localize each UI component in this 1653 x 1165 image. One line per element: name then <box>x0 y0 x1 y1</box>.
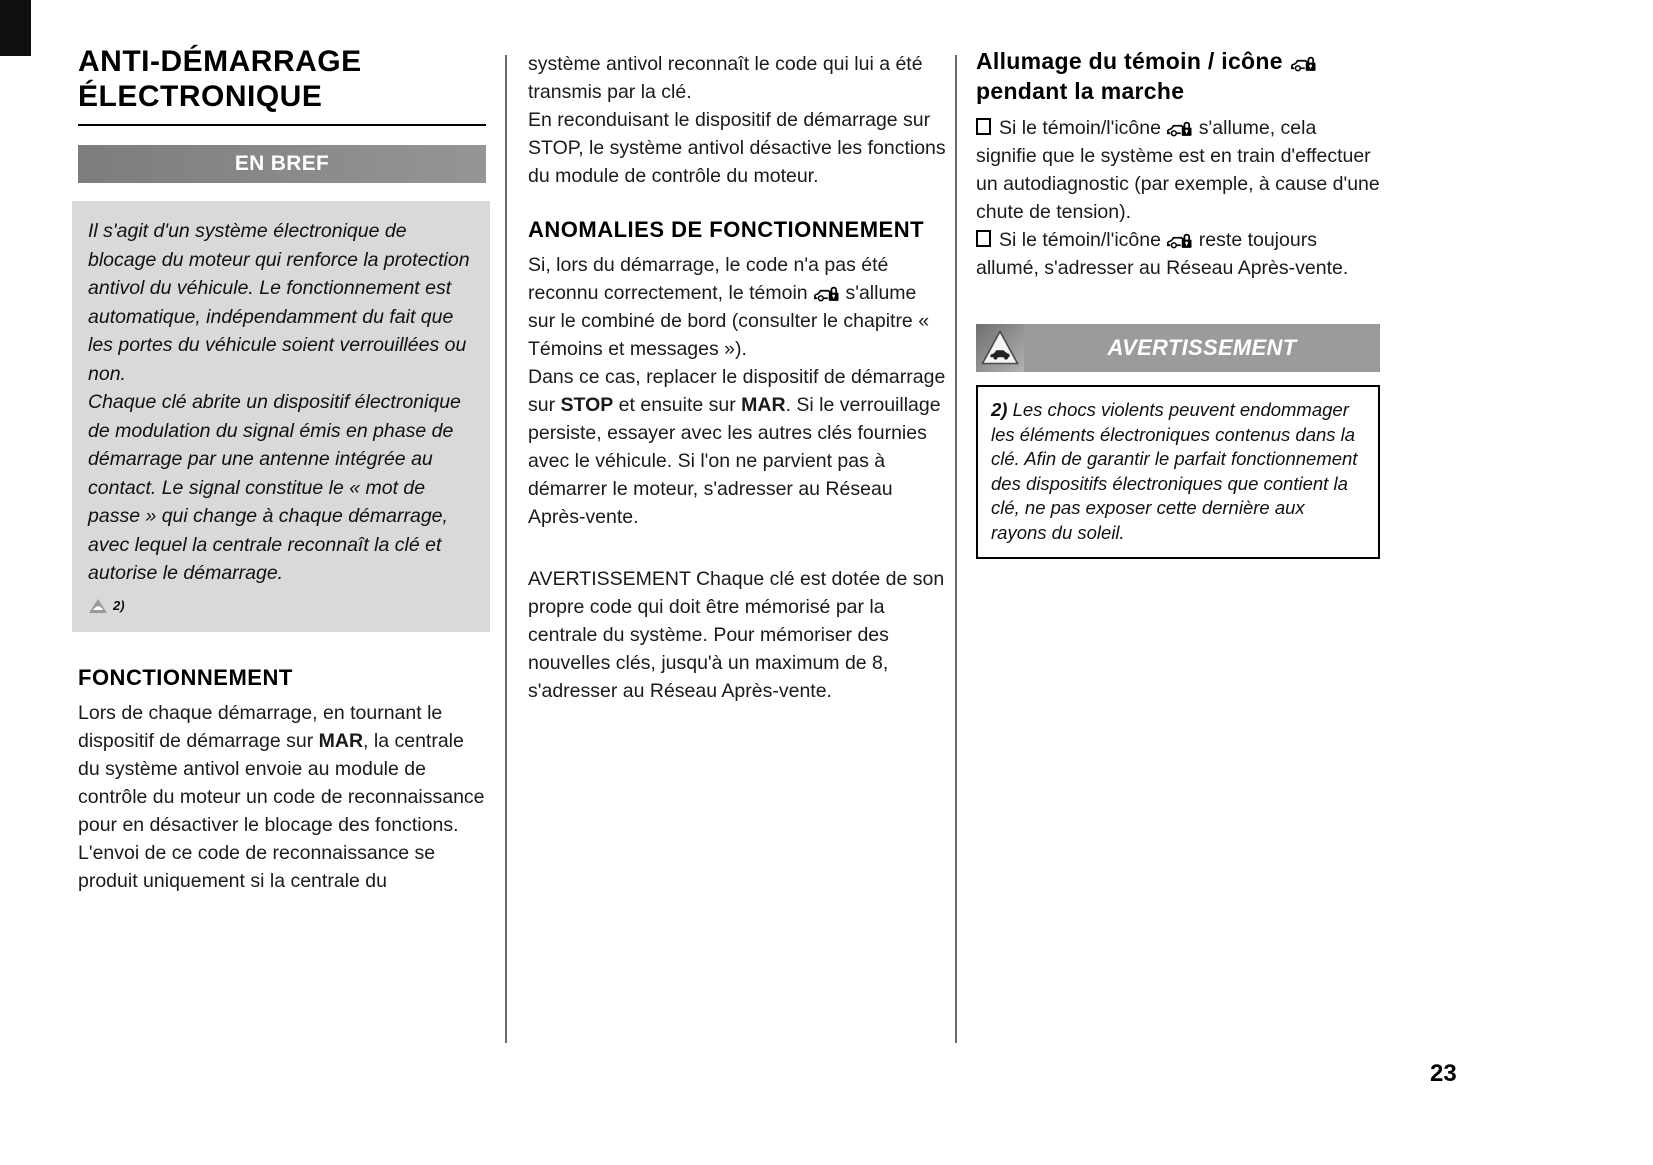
warning-triangle-icon <box>976 324 1024 372</box>
page-title <box>78 40 486 126</box>
fonctionnement-paragraph-1 <box>78 699 486 839</box>
warning-header-label: AVERTISSEMENT <box>1024 324 1380 372</box>
column-divider-2 <box>955 55 957 1043</box>
note-reference-label: 2) <box>113 597 125 613</box>
section-heading-anomalies: ANOMALIES DE FONCTIONNEMENT <box>528 217 925 242</box>
text-segment: Dans ce cas, replacer le dispositif de démarrage sur <box>528 366 946 416</box>
keyword-mar: MAR <box>741 394 786 416</box>
keyword-mar: MAR <box>318 730 364 752</box>
text-segment: s'allume sur le combiné de bord (consulter le chapitre « Témoins et messages »). <box>528 282 930 360</box>
column-right <box>976 46 1380 559</box>
warning-note-number: 2) <box>991 399 1008 420</box>
warning-body-box <box>976 385 1380 559</box>
text-segment: Si le témoin/l'icône <box>999 117 1167 139</box>
text-segment: s'allume, cela signifie que le système est en train d'effectuer un autodiagnostic (par exemple, à cause d'une chute de tension). <box>976 117 1380 223</box>
page-title-line-2: ÉLECTRONIQUE <box>78 80 323 113</box>
section-heading-fonctionnement: FONCTIONNEMENT <box>78 665 293 690</box>
text-segment: Si le témoin/l'icône <box>999 229 1167 251</box>
continuation-paragraph-2: En reconduisant le dispositif de démarrage sur STOP, le système antivol désactive les fonctions du module de contrôle du moteur. <box>528 109 946 187</box>
note-warning-icon <box>88 598 108 614</box>
immobilizer-code-icon <box>1166 118 1193 138</box>
page-title-line-1: ANTI-DÉMARRAGE <box>78 45 362 78</box>
intro-paragraph-1: Il s'agit d'un système électronique de blocage du moteur qui renforce la protection antivol du véhicule. Le fonctionnement est automatique, indépendamment du fait que les portes du véhicule soient verrouillées ou non. <box>88 220 470 385</box>
warning-header <box>976 324 1380 372</box>
intro-paragraph-2: Chaque clé abrite un dispositif électronique de modulation du signal émis en phase de démarrage par une antenne intégrée au contact. Le signal constitue le « mot de passe » qui change à chaque démarrage, avec lequel la centrale reconnaît la clé et autorise le démarrage. <box>88 391 461 584</box>
text-segment: Si, lors du démarrage, le code n'a pas été reconnu correctement, le témoin <box>528 254 889 304</box>
anomalies-paragraph-2 <box>528 363 946 531</box>
text-segment: pendant la marche <box>976 78 1185 104</box>
text-segment: . Si le verrouillage persiste, essayer avec les autres clés fournies avec le véhicule. Si l'on ne parvient pas à démarrer le moteur, s'adresser au Réseau Après-vente. <box>528 394 941 528</box>
anomalies-paragraph-1 <box>528 251 946 363</box>
bullet-item-2 <box>976 226 1380 282</box>
continuation-paragraph-1: système antivol reconnaît le code qui lui a été transmis par la clé. <box>528 53 923 103</box>
intro-summary-box <box>72 201 490 632</box>
square-bullet-icon <box>976 118 991 135</box>
immobilizer-code-icon <box>813 283 840 303</box>
col3-heading <box>976 46 1380 106</box>
note-reference <box>88 592 476 621</box>
immobilizer-code-icon <box>1290 53 1317 73</box>
avertissement-paragraph: AVERTISSEMENT Chaque clé est dotée de son propre code qui doit être mémorisé par la centrale du système. Pour mémoriser des nouvelles clés, jusqu'à un maximum de 8, s'adresser au Réseau Après-vente. <box>528 568 945 702</box>
text-segment: Les chocs violents peuvent endommager les éléments électroniques contenus dans la clé. Afin de garantir le parfait fonctionnement des dispositifs électroniques que contient la clé, ne pas exposer cette dernière aux rayons du soleil. <box>991 399 1358 543</box>
page-number: 23 <box>1430 1060 1457 1087</box>
bullet-item-1 <box>976 114 1380 226</box>
fonctionnement-paragraph-2: L'envoi de ce code de reconnaissance se produit uniquement si la centrale du <box>78 842 436 892</box>
column-middle <box>528 50 946 705</box>
chapter-tab-marker <box>0 0 31 56</box>
column-left <box>78 40 486 895</box>
keyword-stop: STOP <box>560 394 614 416</box>
text-segment: , la centrale du système antivol envoie au module de contrôle du moteur un code de reconnaissance pour en désactiver le blocage des fonctions. <box>78 730 485 836</box>
immobilizer-code-icon <box>1166 230 1193 250</box>
en-bref-banner: EN BREF <box>78 145 486 183</box>
text-segment: reste toujours allumé, s'adresser au Réseau Après-vente. <box>976 229 1349 279</box>
spacer <box>528 531 946 565</box>
text-segment: Allumage du témoin / icône <box>976 48 1290 74</box>
text-segment: Lors de chaque démarrage, en tournant le dispositif de démarrage sur <box>78 702 443 752</box>
text-segment: et ensuite sur <box>613 394 742 416</box>
column-divider-1 <box>505 55 507 1043</box>
square-bullet-icon <box>976 230 991 247</box>
